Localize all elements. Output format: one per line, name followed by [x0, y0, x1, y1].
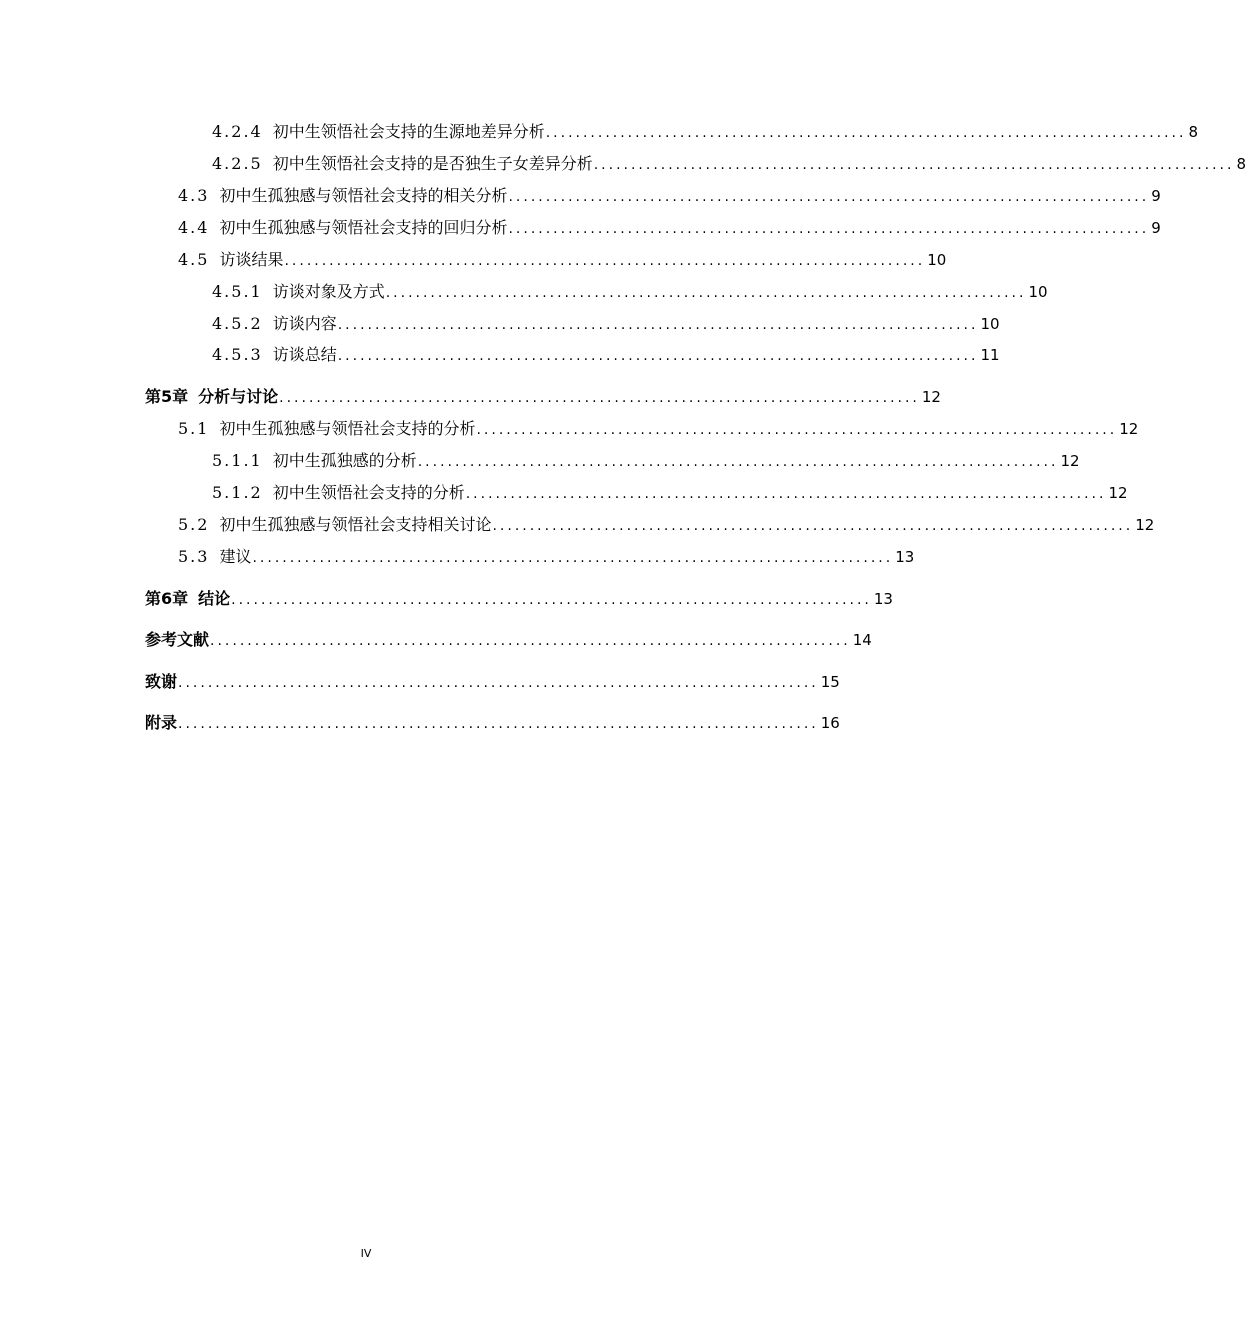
toc-entry-title: 初中生孤独感与领悟社会支持的相关分析 [219, 186, 508, 205]
dot-leader: ...................................................................................... [284, 253, 926, 269]
toc-entry-page: 15 [820, 673, 840, 691]
dot-leader: ...................................................................................... [593, 157, 1235, 173]
toc-entry-title: 访谈内容 [272, 314, 337, 333]
toc-entry-page: 9 [1151, 187, 1161, 205]
toc-entry-number: 4.2.4 [212, 122, 263, 141]
toc-entry-4-5-3[interactable] [212, 345, 1000, 366]
toc-entry-page: 12 [1108, 484, 1128, 502]
toc-entry-number: 5.1 [178, 419, 210, 438]
toc-entry-page: 9 [1151, 219, 1161, 237]
toc-entry-4-4[interactable] [178, 218, 1161, 239]
toc-entry-number: 4.2.5 [212, 154, 263, 173]
toc-entry-number: 4.5.2 [212, 314, 263, 333]
dot-leader: ...................................................................................... [417, 454, 1059, 470]
toc-entry-number: 4.5.3 [212, 345, 263, 364]
toc-entry-4-2-5[interactable] [212, 154, 1246, 175]
dot-leader: ...................................................................................... [337, 317, 979, 333]
dot-leader: ...................................................................................... [492, 518, 1134, 534]
toc-entry-page: 13 [895, 548, 915, 566]
dot-leader: ...................................................................................... [231, 592, 872, 608]
dot-leader: ...................................................................................... [465, 486, 1107, 502]
toc-entry-page: 12 [1119, 420, 1139, 438]
dot-leader: ...................................................................................... [178, 675, 819, 691]
toc-entry-references[interactable] [145, 630, 872, 651]
toc-entry-chapter-5[interactable] [145, 387, 941, 408]
dot-leader: ...................................................................................... [545, 125, 1187, 141]
toc-entry-4-5[interactable] [178, 250, 947, 271]
toc-entry-page: 12 [1135, 516, 1155, 534]
toc-entry-5-1[interactable] [178, 419, 1139, 440]
toc-entry-page: 8 [1188, 123, 1198, 141]
toc-entry-page: 12 [1060, 452, 1080, 470]
toc-entry-number: 5.3 [178, 547, 210, 566]
toc-entry-page: 10 [980, 315, 1000, 333]
toc-entry-4-5-2[interactable] [212, 314, 1000, 335]
toc-entry-title: 初中生孤独感的分析 [272, 451, 417, 470]
toc-entry-title: 初中生领悟社会支持的是否独生子女差异分析 [272, 154, 593, 173]
toc-entry-number: 4.4 [178, 218, 210, 237]
toc-entry-4-5-1[interactable] [212, 282, 1048, 303]
toc-entry-title: 初中生孤独感与领悟社会支持的分析 [219, 419, 476, 438]
toc-entry-title: 访谈总结 [272, 345, 337, 364]
dot-leader: ...................................................................................... [337, 348, 979, 364]
dot-leader: ...................................................................................... [279, 390, 920, 406]
toc-entry-number: 5.1.2 [212, 483, 263, 502]
toc-entry-title: 初中生孤独感与领悟社会支持相关讨论 [219, 515, 492, 534]
toc-entry-4-2-4[interactable] [212, 122, 1198, 143]
toc-entry-title: 分析与讨论 [198, 387, 279, 406]
toc-entry-number: 5.2 [178, 515, 210, 534]
toc-entry-number: 4.5.1 [212, 282, 263, 301]
toc-entry-title: 致谢 [145, 672, 178, 691]
dot-leader: ...................................................................................... [178, 716, 819, 732]
toc-entry-5-1-1[interactable] [212, 451, 1080, 472]
dot-leader: ...................................................................................... [508, 189, 1150, 205]
toc-entry-appendix[interactable] [145, 713, 840, 734]
toc-entry-number: 第6章 [145, 589, 189, 608]
toc-entry-page: 14 [852, 631, 872, 649]
toc-entry-chapter-6[interactable] [145, 589, 893, 610]
toc-entry-page: 13 [873, 590, 893, 608]
toc-entry-number: 5.1.1 [212, 451, 263, 470]
dot-leader: ...................................................................................... [508, 221, 1150, 237]
dot-leader: ...................................................................................... [385, 285, 1027, 301]
toc-entry-5-1-2[interactable] [212, 483, 1128, 504]
toc-entry-title: 参考文献 [145, 630, 210, 649]
toc-entry-5-2[interactable] [178, 515, 1155, 536]
toc-entry-page: 10 [927, 251, 947, 269]
toc-entry-title: 结论 [198, 589, 231, 608]
toc-entry-number: 第5章 [145, 387, 189, 406]
toc-entry-title: 附录 [145, 713, 178, 732]
toc-entry-5-3[interactable] [178, 547, 915, 568]
toc-entry-title: 访谈结果 [219, 250, 284, 269]
toc-entry-page: 11 [980, 346, 1000, 364]
toc-entry-title: 访谈对象及方式 [272, 282, 385, 301]
dot-leader: ...................................................................................... [252, 550, 894, 566]
dot-leader: ...................................................................................... [476, 422, 1118, 438]
page-number-footer: IV [360, 1247, 372, 1260]
toc-entry-page: 8 [1236, 155, 1246, 173]
dot-leader: ...................................................................................... [210, 633, 851, 649]
toc-entry-title: 初中生领悟社会支持的分析 [272, 483, 465, 502]
toc-entry-title: 建议 [219, 547, 252, 566]
toc-entry-title: 初中生孤独感与领悟社会支持的回归分析 [219, 218, 508, 237]
toc-entry-page: 10 [1028, 283, 1048, 301]
toc-entry-title: 初中生领悟社会支持的生源地差异分析 [272, 122, 545, 141]
toc-entry-page: 12 [921, 388, 941, 406]
toc-entry-number: 4.5 [178, 250, 210, 269]
toc-entry-acknowledgements[interactable] [145, 672, 840, 693]
toc-entry-number: 4.3 [178, 186, 210, 205]
toc-entry-4-3[interactable] [178, 186, 1161, 207]
toc-entry-page: 16 [820, 714, 840, 732]
